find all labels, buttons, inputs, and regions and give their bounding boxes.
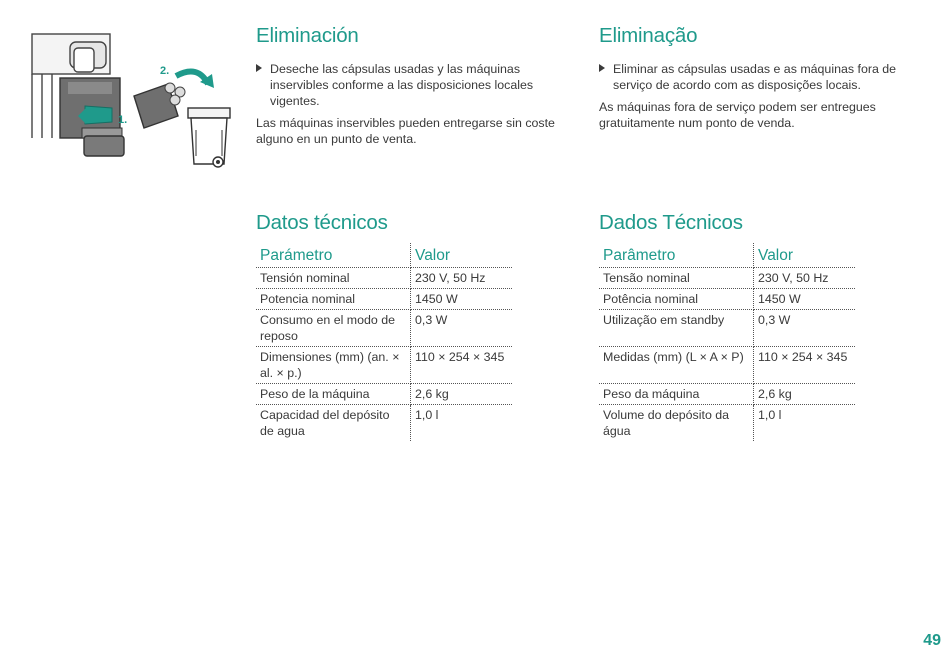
pt-elimination-bullet (599, 61, 919, 93)
value-cell: 110 × 254 × 345 (411, 347, 513, 384)
bullet-triangle-icon (599, 64, 605, 72)
pt-tech-title: Dados Técnicos (599, 211, 743, 234)
coffee-machine-icon (32, 34, 124, 156)
value-cell: 1,0 l (415, 408, 439, 422)
table-row (599, 268, 855, 289)
param-cell: Peso da máquina (599, 384, 754, 405)
es-elimination-bullet-text: Deseche las cápsulas usadas y las máquinas inservibles conforme a las disposiciones locales vigentes. (270, 62, 534, 108)
es-elimination-title: Eliminación (256, 24, 359, 47)
param-cell: Medidas (mm) (L × A × P) (599, 347, 754, 384)
es-elimination-bullet (256, 61, 576, 109)
value-cell: 1450 W (411, 289, 513, 310)
capsule-container-icon (134, 83, 185, 128)
es-header-param: Parámetro (256, 243, 411, 268)
pt-elimination-title: Eliminação (599, 24, 698, 47)
step-1-label: 1. (118, 114, 128, 126)
pt-spec-table (599, 243, 855, 441)
param-cell: Capacidad del depósito de agua (256, 405, 411, 442)
disposal-illustration (30, 30, 240, 175)
table-row (599, 289, 855, 310)
pt-tech-section (599, 211, 855, 441)
value-cell: 1450 W (754, 289, 856, 310)
param-cell: Consumo en el modo de reposo (256, 310, 411, 347)
param-cell: Potência nominal (599, 289, 754, 310)
value-cell: 2,6 kg (411, 384, 513, 405)
pt-elimination-bullet-text: Eliminar as cápsulas usadas e as máquinas fora de serviço de acordo com as disposições locais. (613, 62, 897, 92)
value-cell: 0,3 W (754, 310, 856, 347)
es-elimination-section (256, 24, 576, 147)
param-cell: Tensión nominal (256, 268, 411, 289)
value-cell: 110 × 254 × 345 (754, 347, 856, 384)
value-cell: 1,0 l (758, 408, 782, 422)
table-row (599, 405, 855, 442)
pt-header-value: Valor (754, 243, 856, 268)
value-cell: 230 V, 50 Hz (754, 268, 856, 289)
param-cell: Utilização em standby (599, 310, 754, 347)
table-row (599, 347, 855, 384)
es-spec-table (256, 243, 512, 441)
param-cell: Potencia nominal (256, 289, 411, 310)
table-row (256, 384, 512, 405)
pt-elimination-section (599, 24, 919, 131)
param-cell: Tensão nominal (599, 268, 754, 289)
param-cell: Dimensiones (mm) (an. × al. × p.) (256, 347, 411, 384)
es-tech-title: Datos técnicos (256, 211, 388, 234)
step-2-label: 2. (160, 65, 170, 77)
table-row (256, 310, 512, 347)
value-cell: 2,6 kg (754, 384, 856, 405)
table-row (599, 310, 855, 347)
param-cell: Peso de la máquina (256, 384, 411, 405)
table-row (256, 289, 512, 310)
es-elimination-paragraph: Las máquinas inservibles pueden entregarse sin coste alguno en un punto de venta. (256, 116, 555, 146)
pt-header-param: Parâmetro (599, 243, 754, 268)
bullet-triangle-icon (256, 64, 262, 72)
es-header-value: Valor (411, 243, 513, 268)
es-tech-section (256, 211, 512, 441)
table-row (256, 268, 512, 289)
value-cell: 230 V, 50 Hz (411, 268, 513, 289)
param-cell: Volume do depósito da água (599, 405, 754, 442)
trash-bin-icon (188, 108, 230, 167)
page-number: 49 (923, 632, 941, 649)
value-cell: 0,3 W (411, 310, 513, 347)
table-row (599, 384, 855, 405)
table-row (256, 347, 512, 384)
pt-elimination-paragraph: As máquinas fora de serviço podem ser entregues gratuitamente num ponto de venda. (599, 100, 876, 130)
table-row (256, 405, 512, 442)
